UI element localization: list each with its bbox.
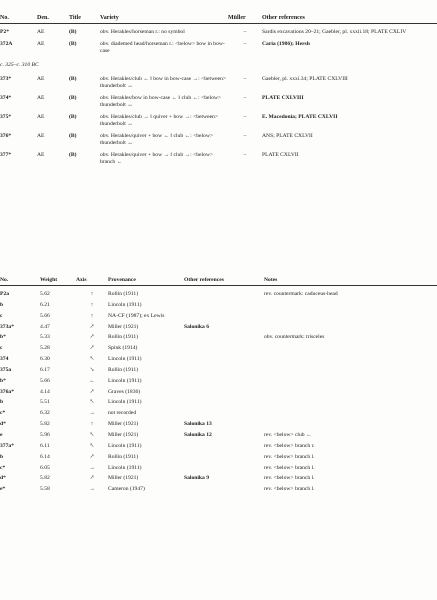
cell-weight: 5.58	[40, 486, 50, 493]
header-variety: Variety	[100, 15, 119, 21]
cell-no: e*	[0, 486, 6, 493]
cell-no: 377a*	[0, 442, 14, 449]
cell-no: c	[0, 312, 3, 319]
cell-weight: 6.14	[40, 453, 50, 460]
cell-axis: ↑	[90, 421, 94, 428]
header-provenance: Provenance	[108, 277, 136, 283]
cell-axis: ↗	[89, 388, 95, 395]
cell-notes	[264, 345, 437, 356]
cell-provenance: Lincoln (1911)	[108, 356, 142, 363]
cell-axis: →	[89, 410, 95, 417]
cell-provenance: Lincoln (1911)	[108, 301, 142, 308]
cell-provenance: Lincoln (1911)	[108, 377, 142, 384]
cell-den: AE	[37, 152, 45, 158]
cell-axis: ←	[89, 377, 95, 384]
cell-axis: →	[89, 486, 95, 493]
cell-provenance: not recorded	[108, 410, 137, 417]
cell-notes	[264, 324, 437, 335]
cell-refs: PLATE CXLVII	[262, 152, 299, 158]
cell-refs: Caria (1986); Hersh	[262, 41, 310, 47]
table-row	[0, 94, 437, 113]
cell-axis: ↗	[89, 475, 95, 482]
cell-notes: rev. <below> branch l.	[264, 464, 315, 471]
cell-refs	[184, 465, 264, 476]
table-row	[0, 75, 437, 94]
cell-no: 373a*	[0, 323, 14, 330]
cell-axis: ↖	[89, 442, 95, 449]
cell-weight: 6.11	[40, 442, 50, 449]
header-no: No.	[0, 15, 9, 21]
cell-no: 372A	[0, 41, 13, 47]
period-heading-row	[0, 59, 437, 75]
table-row	[0, 421, 437, 432]
cell-notes	[264, 389, 437, 400]
table-row	[0, 324, 437, 335]
cell-no: d*	[0, 475, 6, 482]
cell-variety: obv. Herakles/club ← ‖ bow in bow-case →: <between> thunderbolt ↔	[100, 76, 227, 89]
cell-axis: ↗	[89, 323, 95, 330]
table-row	[0, 302, 437, 313]
cell-variety: obv. Herakles/club → ‖ quiver + bow →: <between> thunderbolt ↔	[100, 114, 219, 127]
cell-no: b*	[0, 334, 6, 341]
cell-refs: Sardis excavations 20–21; Gaebler, pl. xxxii.18; PLATE CXLIV	[262, 29, 407, 35]
cell-notes: rev. countermark: caduceus-head	[264, 291, 338, 297]
catalogue-table	[0, 14, 437, 170]
cell-variety: obv. Herakles/bow in bow-case ← ‖ club ←: <below> thunderbolt ↔	[100, 95, 222, 108]
cell-axis: ↑	[90, 312, 94, 319]
specimens-body	[0, 291, 437, 497]
cell-weight: 5.66	[40, 312, 50, 319]
cell-notes: rev. <below> branch l.	[264, 453, 315, 460]
cell-notes: rev. <below> branch l.	[264, 486, 315, 493]
header-axis: Axis	[76, 277, 87, 283]
cell-refs: ANS; PLATE CXLVII	[262, 133, 313, 139]
cell-weight: 4.14	[40, 388, 50, 395]
cell-provenance: Cameron (1947)	[108, 486, 145, 493]
cell-muller: –	[243, 152, 247, 158]
cell-refs	[184, 302, 264, 313]
cell-refs: E. Macedonia; PLATE CXLVII	[262, 114, 338, 120]
period-heading: c. 325–c. 310 BC	[0, 62, 39, 68]
table-row	[0, 113, 437, 132]
table-row	[0, 443, 437, 454]
cell-no: P2*	[0, 29, 10, 35]
cell-refs: Salonika 9	[184, 475, 210, 482]
cell-no: b	[0, 453, 4, 460]
cell-provenance: Miller (1921)	[108, 431, 139, 438]
cell-no: 377*	[0, 152, 12, 158]
table-row	[0, 356, 437, 367]
cell-provenance: Spink (1914)	[108, 345, 138, 352]
cell-no: c	[0, 345, 3, 352]
cell-axis: →	[89, 464, 95, 471]
cell-provenance: Lincoln (1911)	[108, 464, 142, 471]
cell-variety: obv. Herakles/quiver + bow → ‖ club →: <below> branch ←	[100, 152, 214, 165]
cell-weight: 5.82	[40, 475, 50, 482]
cell-den: AE	[37, 95, 45, 101]
cell-no: 376a*	[0, 388, 14, 395]
cell-weight: 5.82	[40, 421, 50, 428]
table-row	[0, 334, 437, 345]
table-row	[0, 28, 437, 40]
cell-refs: Salonika 6	[184, 323, 210, 330]
cell-title: (B)	[69, 114, 77, 120]
cell-provenance: Rollin (1911)	[108, 291, 139, 297]
cell-no: c*	[0, 464, 6, 471]
cell-muller: –	[243, 41, 247, 47]
table-row	[0, 410, 437, 421]
cell-weight: 5.51	[40, 399, 50, 406]
table-row	[0, 475, 437, 486]
cell-notes: rev. <below> branch l.	[264, 475, 315, 482]
cell-no: b	[0, 301, 4, 308]
cell-den: AE	[37, 114, 45, 120]
cell-refs	[184, 443, 264, 454]
table-row	[0, 313, 437, 324]
cell-muller: –	[243, 76, 247, 82]
cell-notes: rev. <below> branch r.	[264, 442, 315, 449]
cell-den: AE	[37, 29, 45, 35]
cell-weight: 6.05	[40, 464, 50, 471]
table-row	[0, 486, 437, 497]
header-weight: Weight	[40, 277, 58, 283]
cell-axis: ↗	[89, 345, 95, 352]
cell-no: e	[0, 431, 3, 438]
cell-provenance: Miller (1921)	[108, 475, 139, 482]
cell-refs	[184, 389, 264, 400]
cell-notes	[264, 302, 437, 313]
cell-variety: obv. Herakles/quiver + bow ← ‖ club ←: <below> thunderbolt ↔	[100, 133, 214, 146]
cell-muller: –	[243, 29, 247, 35]
cell-weight: 5.66	[40, 377, 50, 384]
cell-weight: 6.32	[40, 410, 50, 417]
table-row	[0, 389, 437, 400]
cell-provenance: Lincoln (1911)	[108, 399, 142, 406]
cell-no: 375*	[0, 114, 12, 120]
cell-provenance: Miller (1921)	[108, 323, 139, 330]
table-row	[0, 132, 437, 151]
cell-title: (B)	[69, 29, 77, 35]
cell-variety: obv. Herakles/horseman r.: no symbol	[100, 29, 185, 35]
cell-axis: ↖	[89, 399, 95, 406]
cell-refs	[184, 356, 264, 367]
table-row	[0, 399, 437, 410]
cell-notes	[264, 421, 437, 432]
cell-axis: ↗	[89, 334, 95, 341]
cell-den: AE	[37, 41, 45, 47]
header-notes: Notes	[264, 277, 278, 283]
cell-provenance: Graves (1836)	[108, 388, 141, 395]
header-no: No.	[0, 277, 9, 283]
table-row	[0, 465, 437, 476]
cell-title: (B)	[69, 152, 77, 158]
table-row	[0, 40, 437, 59]
cell-no: 375a	[0, 366, 12, 373]
header-refs: Other references	[262, 15, 305, 21]
table-row	[0, 432, 437, 443]
cell-provenance: Miller (1921)	[108, 421, 139, 428]
cell-provenance: NA-CF (1987); ex Lewis	[108, 312, 165, 319]
cell-no: c*	[0, 410, 6, 417]
cell-refs: Gaebler, pl. xxxi.34; PLATE CXLVIII	[262, 76, 348, 82]
table-row	[0, 378, 437, 389]
table-row	[0, 367, 437, 378]
cell-title: (B)	[69, 41, 77, 47]
cell-no: P2a	[0, 291, 10, 297]
cell-no: 373*	[0, 76, 12, 82]
specimens-table	[0, 276, 437, 497]
specimens-header-row	[0, 276, 437, 285]
cell-weight: 4.47	[40, 323, 50, 330]
header-title: Title	[69, 15, 81, 21]
cell-axis: ↖	[89, 356, 95, 363]
cell-muller: –	[243, 114, 247, 120]
cell-no: 374*	[0, 95, 12, 101]
table-row	[0, 454, 437, 465]
cell-weight: 5.96	[40, 431, 50, 438]
table-row	[0, 151, 437, 170]
cell-notes: obv. countermark: trisceles	[264, 334, 325, 341]
cell-title: (B)	[69, 133, 77, 139]
cell-refs	[184, 486, 264, 497]
catalogue-header-row	[0, 14, 437, 23]
cell-title: (B)	[69, 95, 77, 101]
header-refs: Other references	[184, 277, 224, 283]
cell-refs	[184, 399, 264, 410]
cell-notes	[264, 367, 437, 378]
cell-notes	[264, 313, 437, 324]
header-den: Den.	[37, 15, 49, 21]
cell-den: AE	[37, 76, 45, 82]
cell-refs: Salonika 13	[184, 421, 212, 428]
cell-weight: 5.33	[40, 334, 50, 341]
cell-weight: 6.17	[40, 366, 50, 373]
cell-notes	[264, 378, 437, 389]
cell-muller: –	[243, 95, 247, 101]
cell-weight: 6.30	[40, 356, 50, 363]
cell-refs	[184, 334, 264, 345]
cell-weight: 6.21	[40, 301, 50, 308]
cell-notes	[264, 356, 437, 367]
cell-refs	[184, 313, 264, 324]
cell-notes: rev. <below> club ←	[264, 431, 312, 438]
table-row	[0, 291, 437, 302]
cell-refs	[184, 367, 264, 378]
cell-provenance: Rollin (1911)	[108, 453, 139, 460]
cell-weight: 5.62	[40, 291, 50, 297]
cell-no: 374	[0, 356, 9, 363]
cell-no: 376*	[0, 133, 12, 139]
cell-no: b	[0, 399, 4, 406]
cell-refs	[184, 454, 264, 465]
cell-provenance: Rollin (1911)	[108, 366, 139, 373]
cell-variety: obv. diademed head/horseman r.: <below> bow in bow-case	[100, 41, 225, 54]
cell-notes	[264, 410, 437, 421]
cell-refs	[184, 345, 264, 356]
cell-axis: ↖	[89, 431, 95, 438]
cell-refs	[184, 378, 264, 389]
cell-notes	[264, 399, 437, 410]
cell-refs: PLATE CXLVIII	[262, 95, 304, 101]
cell-no: d*	[0, 421, 6, 428]
cell-axis: ↑	[90, 291, 94, 297]
cell-weight: 5.28	[40, 345, 50, 352]
cell-provenance: Lincoln (1911)	[108, 442, 142, 449]
header-muller: Müller	[228, 15, 246, 21]
table-row	[0, 345, 437, 356]
cell-refs	[184, 410, 264, 421]
cell-axis: ↑	[90, 301, 94, 308]
cell-refs: Salonika 12	[184, 431, 212, 438]
cell-axis: ↘	[89, 366, 95, 373]
cell-refs	[184, 291, 264, 302]
cell-muller: –	[243, 133, 247, 139]
cell-den: AE	[37, 133, 45, 139]
cell-provenance: Rollin (1911)	[108, 334, 139, 341]
cell-no: b*	[0, 377, 6, 384]
cell-axis: ↗	[89, 453, 95, 460]
cell-title: (B)	[69, 76, 77, 82]
